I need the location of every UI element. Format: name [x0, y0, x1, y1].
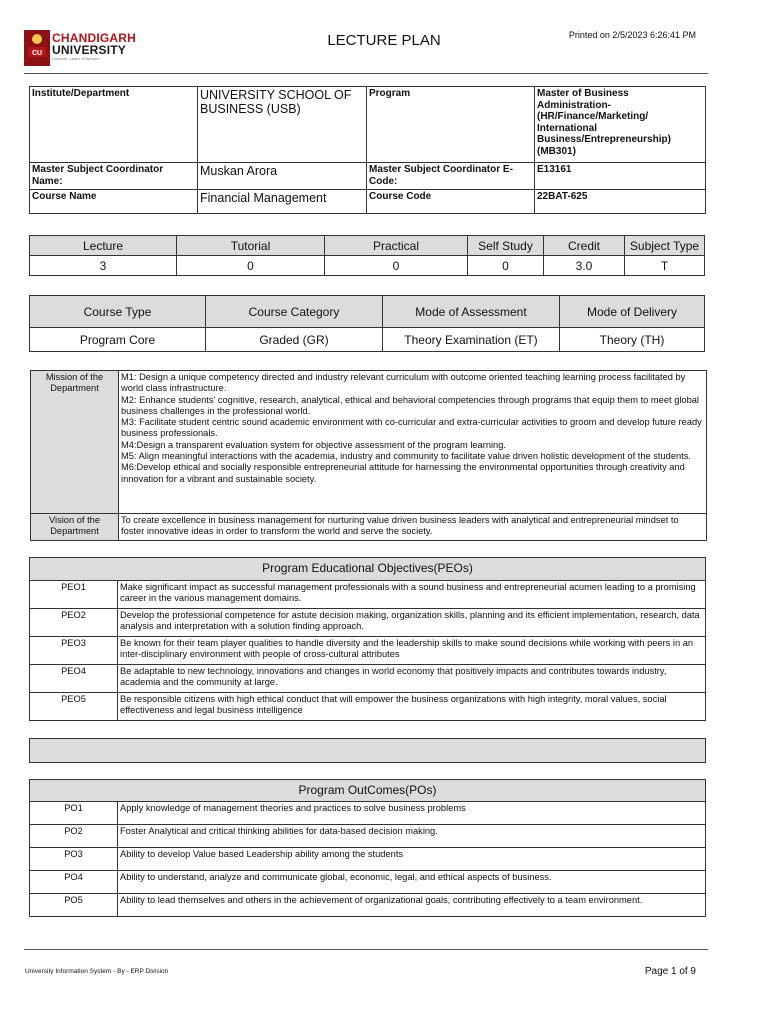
credits-header-cell: Practical: [325, 236, 468, 256]
credits-table: [29, 235, 705, 276]
course-name-value: Financial Management: [198, 190, 367, 214]
course-info-table: [29, 86, 706, 214]
page-title: LECTURE PLAN: [327, 32, 441, 49]
credits-header-cell: Credit: [544, 236, 625, 256]
mission-label: Mission of the Department: [31, 371, 119, 514]
credits-header-cell: Subject Type: [625, 236, 705, 256]
institute-value: UNIVERSITY SCHOOL OF BUSINESS (USB): [198, 87, 367, 163]
svg-text:CU: CU: [31, 50, 43, 57]
course-type-header-cell: Mode of Assessment: [383, 296, 560, 328]
printed-timestamp: Printed on 2/5/2023 6:26:41 PM: [568, 30, 696, 40]
course-type-value-cell: Theory (TH): [560, 328, 705, 352]
peo-text: Develop the professional competence for astute decision making, organization skills, planning and its efficient implementation, research, data analysis and interpretation with a solution finding approach.: [118, 609, 706, 637]
po-code: PO1: [30, 802, 118, 825]
po-code: PO4: [30, 871, 118, 894]
course-code-value: 22BAT-625: [535, 190, 706, 214]
logo-tagline: Discover. Learn. Empower.: [52, 56, 100, 61]
mission-text: [119, 371, 707, 514]
header-divider: [24, 73, 708, 74]
mission-line: M1: Design a unique competency directed and industry relevant curriculum with outcome oriented teaching learning process facilitated by world class infrastructure.: [121, 372, 686, 394]
mission-line: M6:Develop ethical and socially responsible entrepreneurial attitude for harnessing the environmental opportunities through creativity and innovation for a vibrant and sustainable society.: [121, 462, 685, 484]
peo-text: Be responsible citizens with high ethical conduct that will empower the business organizations with high integrity, moral values, social effectiveness and legal business intelligence: [118, 693, 706, 721]
mission-line: M2: Enhance students' cognitive, research, analytical, ethical and behavioral competencies through programs that equip them to meet global business challenges in the professional world.: [121, 394, 700, 416]
peo-table: [29, 557, 706, 721]
po-text: Ability to develop Value based Leadership ability among the students: [118, 848, 706, 871]
course-type-table: [29, 295, 705, 352]
po-code: PO3: [30, 848, 118, 871]
program-value: Master of Business Administration-(HR/Finance/Marketing/ International Business/Entrepreneurship)(MB301): [535, 87, 706, 163]
peo-table-title: Program Educational Objectives(PEOs): [30, 558, 706, 581]
coordinator-name-value: Muskan Arora: [198, 163, 367, 190]
course-type-value-cell: Graded (GR): [206, 328, 383, 352]
empty-section-bar: [29, 738, 706, 763]
peo-text: Make significant impact as successful management professionals with a sound business and entrepreneurial acumen leading to a promising career in the various management domains.: [118, 581, 706, 609]
credits-value-cell: 3: [30, 256, 177, 276]
po-text: Foster Analytical and critical thinking abilities for data-based decision making.: [118, 825, 706, 848]
course-type-header-cell: Mode of Delivery: [560, 296, 705, 328]
vision-label: Vision of the Department: [31, 514, 119, 541]
course-type-value-cell: Theory Examination (ET): [383, 328, 560, 352]
peo-text: Be known for their team player qualities to handle diversity and the leadership skills to make sound decisions while working with peers in an inter-disciplinary environment with people of cross-cultural attributes: [118, 637, 706, 665]
peo-code: PEO5: [30, 693, 118, 721]
institute-label: Institute/Department: [30, 87, 198, 163]
coordinator-name-label: Master Subject Coordinator Name:: [30, 163, 198, 190]
peo-text: Be adaptable to new technology, innovations and changes in world economy that positively impacts and contributes towards industry, academia and the community at large.: [118, 665, 706, 693]
po-code: PO2: [30, 825, 118, 848]
credits-value-cell: 0: [468, 256, 544, 276]
po-code: PO5: [30, 894, 118, 917]
credits-value-cell: 0: [177, 256, 325, 276]
peo-code: PEO1: [30, 581, 118, 609]
course-code-label: Course Code: [367, 190, 535, 214]
program-label: Program: [367, 87, 535, 163]
po-text: Ability to lead themselves and others in the achievement of organizational goals, contributing effectively to a team environment.: [118, 894, 706, 917]
po-text: Apply knowledge of management theories and practices to solve business problems: [118, 802, 706, 825]
course-type-header-cell: Course Category: [206, 296, 383, 328]
peo-code: PEO3: [30, 637, 118, 665]
page-number: Page 1 of 9: [644, 966, 696, 977]
course-type-value-cell: Program Core: [30, 328, 206, 352]
po-table-title: Program OutComes(POs): [30, 780, 706, 802]
footer-divider: [24, 949, 708, 950]
footer-system-label: University Information System - By - ERP Division: [25, 968, 169, 975]
coordinator-code-value: E13161: [535, 163, 706, 190]
coordinator-code-label: Master Subject Coordinator E-Code:: [367, 163, 535, 190]
mission-line: M4:Design a transparent evaluation system for objective assessment of the program learning.: [121, 439, 506, 450]
credits-value-cell: 3.0: [544, 256, 625, 276]
po-table: [29, 779, 706, 917]
credits-header-cell: Tutorial: [177, 236, 325, 256]
credits-value-cell: 0: [325, 256, 468, 276]
po-text: Ability to understand, analyze and communicate global, economic, legal, and ethical aspects of business.: [118, 871, 706, 894]
course-name-label: Course Name: [30, 190, 198, 214]
credits-value-cell: T: [625, 256, 705, 276]
credits-header-cell: Self Study: [468, 236, 544, 256]
course-type-header-cell: Course Type: [30, 296, 206, 328]
peo-code: PEO4: [30, 665, 118, 693]
mission-line: M5: Align meaningful interactions with the academia, industry and community to facilitate value driven holistic development of the students.: [121, 451, 691, 462]
mission-line: M3: Facilitate student centric sound academic environment with co-curricular and extra-curricular activities to groom and develop future ready business professionals.: [121, 417, 702, 439]
vision-text: To create excellence in business management for nurturing value driven business leaders with analytical and entrepreneurial mindset to foster innovative ideas in order to transform the world and serve the society.: [119, 514, 707, 541]
credits-header-cell: Lecture: [30, 236, 177, 256]
mission-vision-table: [30, 370, 707, 541]
logo-wordmark: CHANDIGARH UNIVERSITY: [52, 31, 136, 57]
peo-code: PEO2: [30, 609, 118, 637]
